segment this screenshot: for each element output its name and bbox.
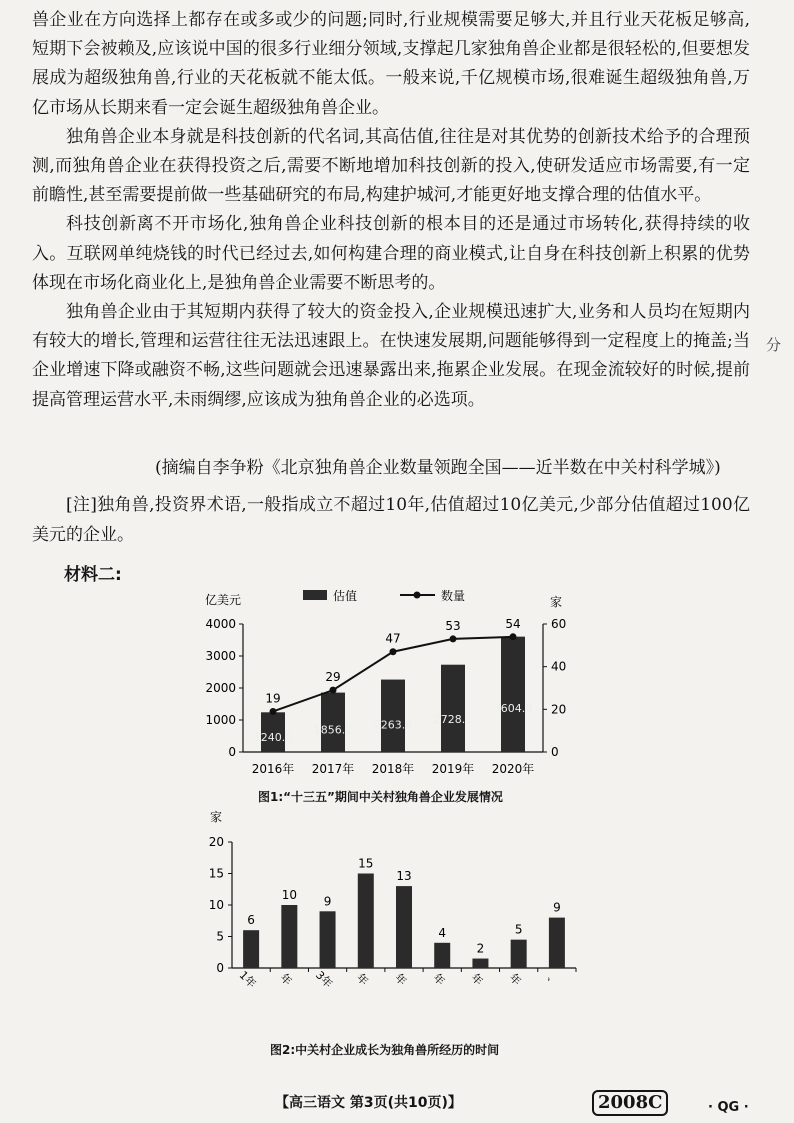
bar-value-label: 5 [514, 922, 523, 937]
x-tick-label: 2017年 [311, 762, 355, 776]
legend-label-value: 估值 [333, 589, 358, 603]
y-axis-label: 家 [210, 810, 223, 824]
bar-value-label: 4 [438, 925, 447, 940]
bar-value-label: 9 [553, 900, 561, 915]
figure1-caption: 图1:“十三五”期间中关村独角兽企业发展情况 [258, 790, 503, 804]
bar-value-label: 3604.8 [493, 702, 533, 716]
count-marker [270, 708, 277, 715]
x-tick-label: 年 [430, 971, 448, 989]
y-tick-label: 1000 [205, 713, 236, 727]
bar [472, 959, 488, 968]
y-tick-label: 15 [208, 866, 224, 881]
y2-tick-label: 40 [551, 659, 567, 674]
bar-value-label: 2263.6 [373, 718, 413, 732]
paragraph: 独角兽企业本身就是科技创新的代名词,其高估值,往往是对其优势的创新技术给予的合理预测,而独角兽企业在获得投资之后,需要不断地增加科技创新的投入,使研发适应市场需要,有一定前瞻性,甚至需要提前做一些基础研究的布局,构建护城河,才能更好地支撑合理的估值水平。 [32, 126, 750, 206]
bar [281, 905, 297, 968]
page-footer: 【高三语文 第3页(共10页)】 [275, 1095, 462, 1111]
bar-value [321, 693, 345, 752]
x-tick-label: 1年 [236, 968, 259, 991]
x-tick-label: 2018年 [371, 762, 415, 776]
count-label: 29 [325, 670, 341, 685]
count-label: 54 [505, 616, 521, 631]
legend-marker-count [414, 592, 421, 599]
bar-value-label: 6 [247, 913, 255, 928]
exam-code: 2008C [592, 1090, 668, 1116]
count-label: 53 [445, 618, 461, 633]
x-tick-label: 3年 [313, 968, 335, 991]
bar-value [441, 665, 465, 752]
bar-value-label: 1240.5 [253, 730, 293, 744]
x-tick-label: 年 [353, 971, 371, 989]
material-one-body [32, 6, 750, 415]
count-marker [390, 648, 397, 655]
paragraph: 兽企业在方向选择上都存在或多或少的问题;同时,行业规模需要足够大,并且行业天花板足够高,短期下会被赖及,应该说中国的很多行业细分领域,支撑起几家独角兽企业都是很轻松的,但要想发展成为超级独角兽,行业的天花板就不能太低。一般来说,千亿规模市场,很难诞生超级独角兽,万亿市场从长期来看一定会诞生超级独角兽企业。 [32, 10, 750, 118]
y-tick-label: 2000 [205, 681, 236, 695]
x-tick-label: 年 [468, 971, 486, 989]
y-tick-label: 4000 [205, 617, 236, 631]
y-tick-label: 20 [208, 835, 224, 849]
y2-tick-label: 20 [551, 702, 567, 717]
count-marker [450, 635, 457, 642]
bar [511, 940, 527, 968]
y-tick-label: 10 [208, 898, 224, 912]
x-tick-label: 2016年 [251, 762, 295, 776]
y2-tick-label: 0 [551, 745, 559, 759]
y-axis-label: 亿美元 [205, 593, 242, 607]
bar [434, 943, 450, 968]
bar [243, 930, 259, 968]
bar [320, 911, 336, 968]
bar-value-label: 2728.1 [433, 712, 473, 726]
count-label: 47 [385, 631, 401, 646]
x-tick-label: 年 [391, 971, 409, 989]
bar-value-label: 13 [396, 869, 412, 884]
bar-value [381, 680, 405, 752]
y-tick-label: 0 [228, 745, 236, 759]
paragraph: 独角兽企业由于其短期内获得了较大的资金投入,企业规模迅速扩大,业务和人员均在短期内有较大的增长,管理和运营往往无法迅速跟上。在快速发展期,问题能够得到一定程度上的掩盖;当企业增速下降或融资不畅,这些问题就会迅速暴露出来,拖累企业发展。在现金流较好的时候,提前提高管理运营水平,未雨绸缪,应该成为独角兽企业的必选项。 [32, 302, 750, 410]
bar-value-label: 1856.2 [313, 723, 353, 737]
bar-value [501, 637, 525, 752]
bar-value-label: 9 [323, 894, 332, 909]
bar-value-label: 15 [358, 856, 374, 871]
x-tick-label: 2019年 [431, 762, 475, 776]
paragraph: 科技创新离不开市场化,独角兽企业科技创新的根本目的还是通过市场转化,获得持续的收入。互联网单纯烧钱的时代已经过去,如何构建合理的商业模式,让自身在科技创新上积累的优势体现在市场化商业化上,是独角兽企业需要不断思考的。 [32, 214, 750, 293]
qg-mark: · QG · [708, 1100, 749, 1115]
figure2-caption: 图2:中关村企业成长为独角兽所经历的时间 [270, 1043, 500, 1057]
bar [549, 918, 565, 968]
x-tick-label: 2020年 [491, 762, 535, 776]
x-tick-label: 年 [506, 971, 524, 989]
legend-swatch-value [303, 590, 327, 600]
y2-axis-label: 家 [550, 595, 563, 609]
bar [358, 874, 374, 969]
bar-value-label: 2 [476, 941, 485, 956]
bar-value-label: 10 [281, 888, 297, 902]
y-tick-label: 5 [216, 929, 224, 944]
y-tick-label: 3000 [205, 649, 236, 663]
chart-unicorn-development [195, 582, 590, 784]
material-two-heading: 材料二: [64, 565, 122, 585]
x-tick-label: 、 [544, 971, 562, 989]
count-marker [510, 633, 517, 640]
count-label: 19 [265, 691, 281, 706]
margin-mark: 分 [766, 336, 782, 354]
x-tick-label: 年 [277, 971, 295, 989]
bar [396, 886, 412, 968]
y-tick-label: 0 [216, 961, 224, 975]
chart-growth-time [196, 805, 596, 1005]
count-marker [330, 687, 337, 694]
source-citation: (摘编自李争粉《北京独角兽企业数量领跑全国——近半数在中关村科学城》) [155, 458, 721, 478]
footnote: [注]独角兽,投资界术语,一般指成立不超过10年,估值超过10亿美元,少部分估值超过100亿美元的企业。 [32, 495, 750, 545]
y2-tick-label: 60 [551, 617, 567, 631]
legend-label-count: 数量 [441, 589, 466, 603]
